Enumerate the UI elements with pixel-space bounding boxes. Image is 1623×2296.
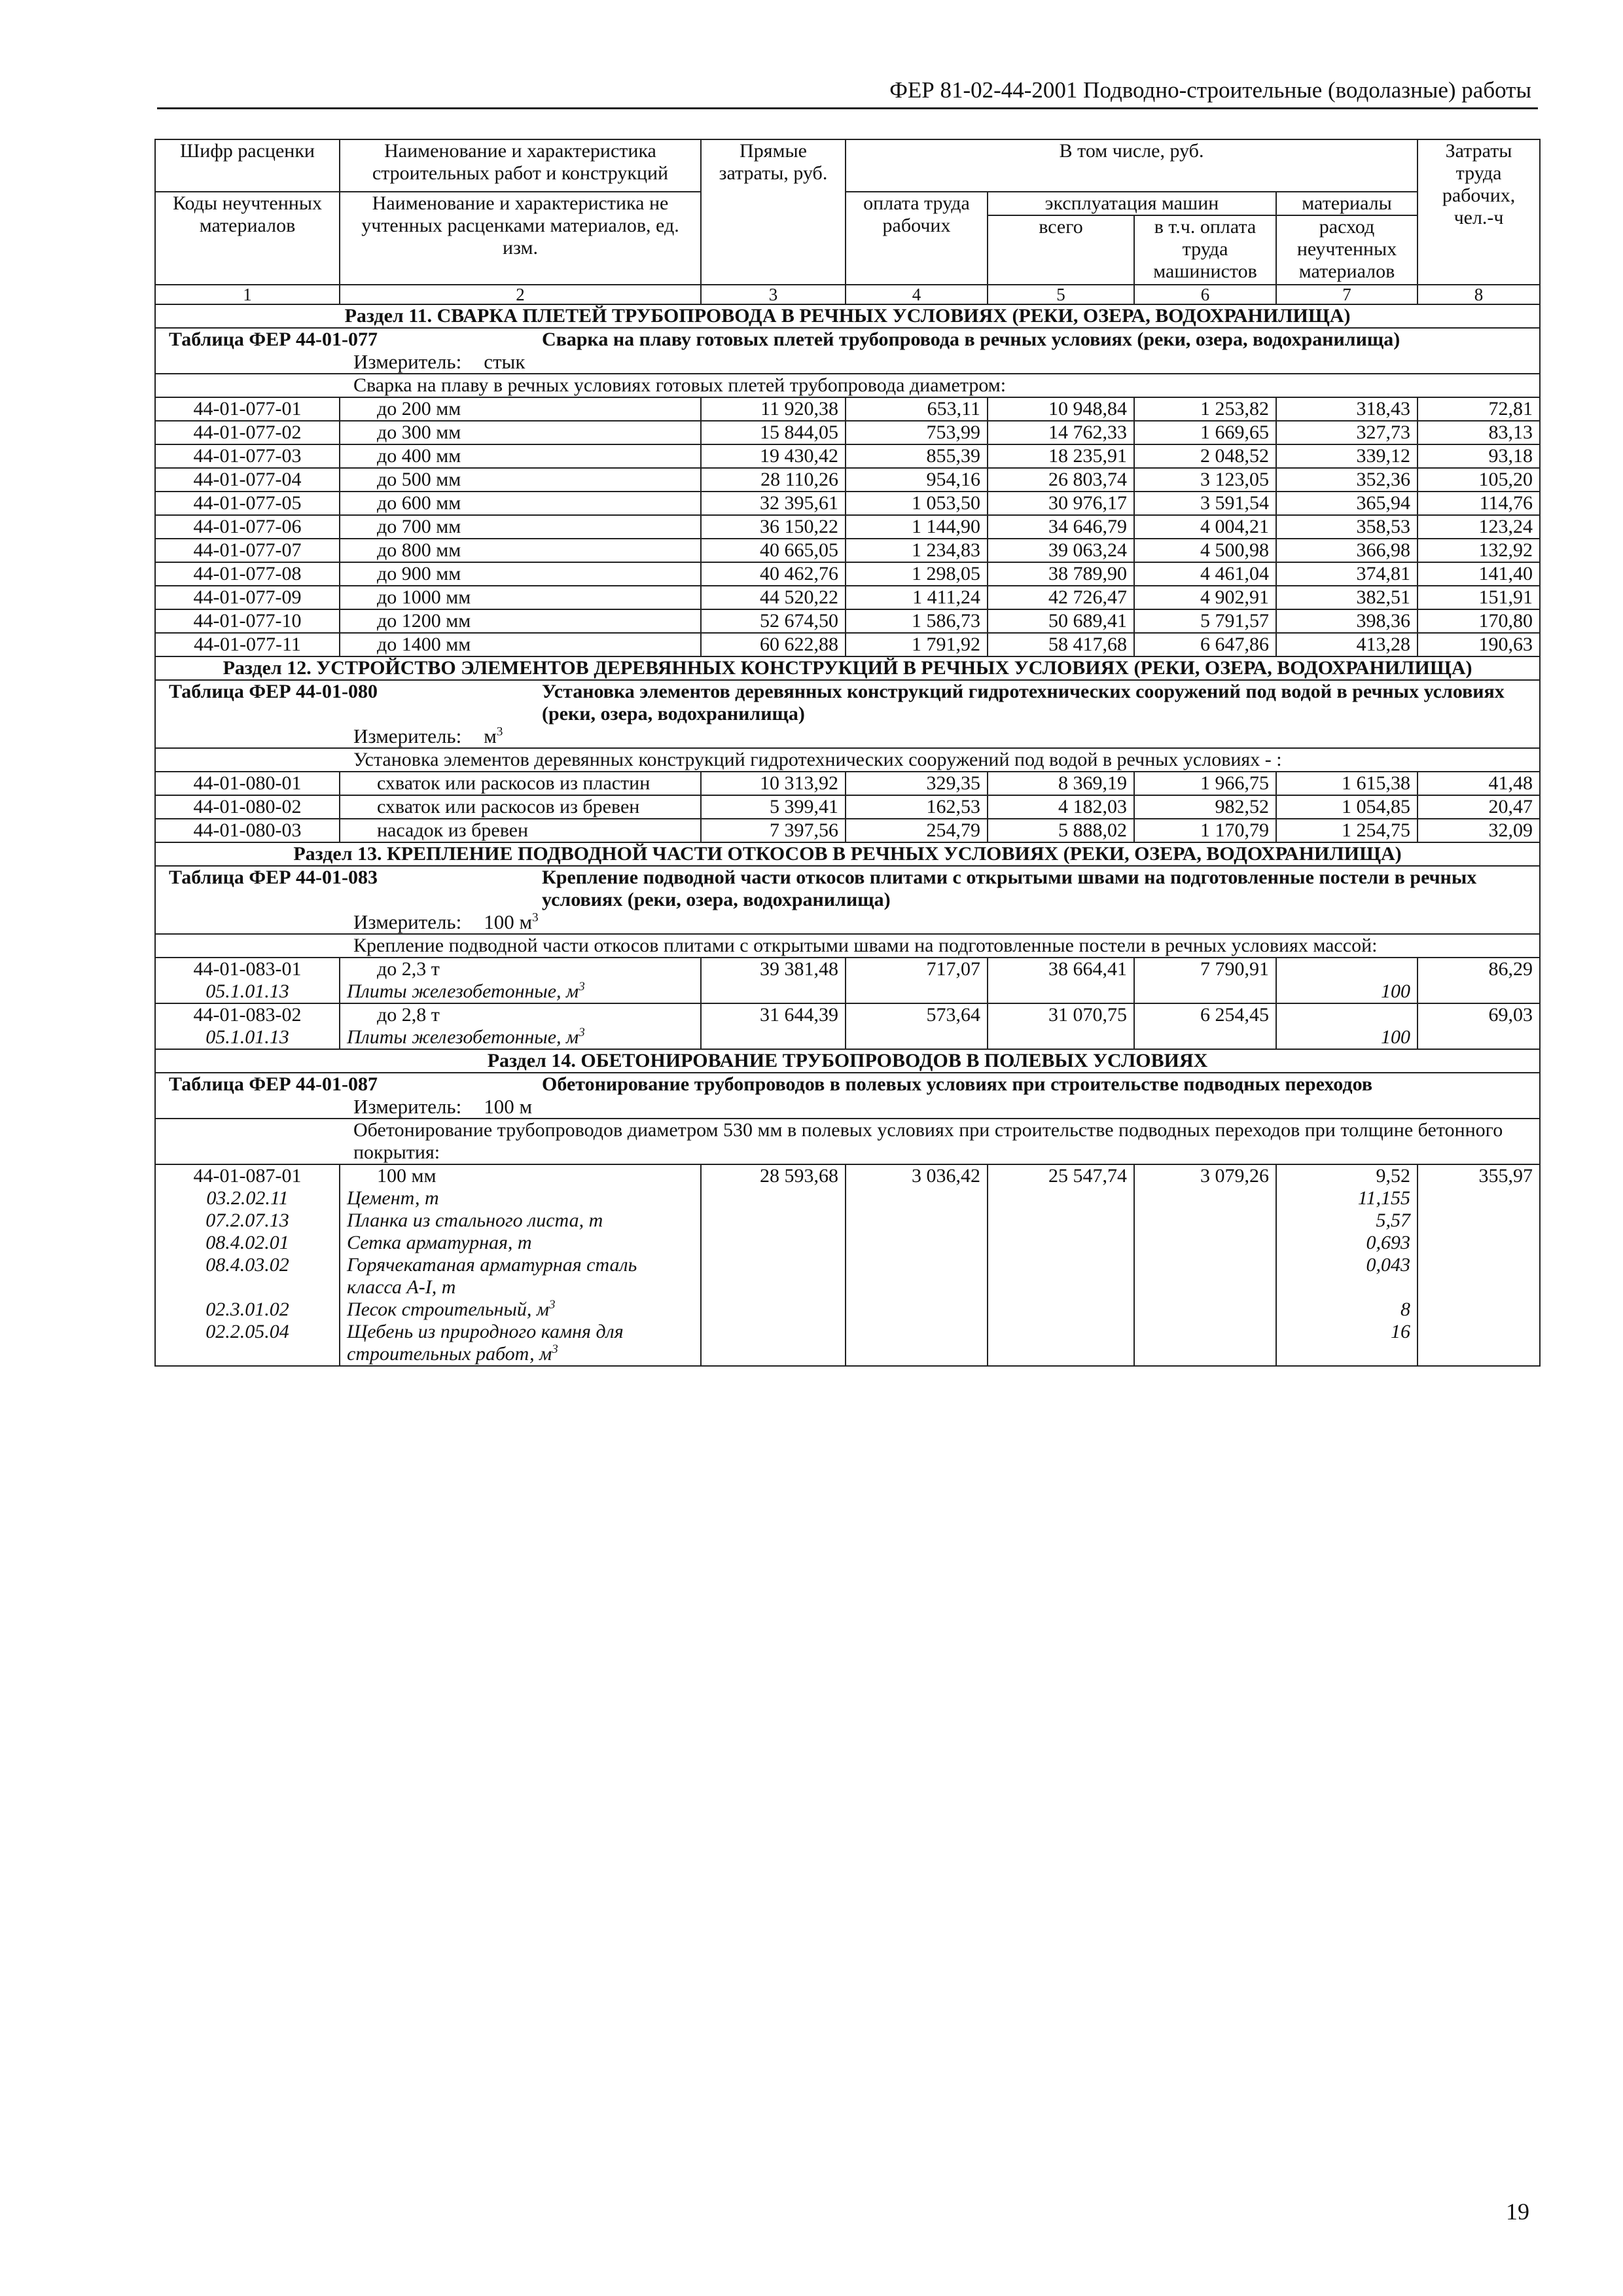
rate-code: 44-01-077-02 bbox=[155, 421, 340, 444]
material-code: 07.2.07.13 bbox=[155, 1210, 340, 1232]
labor-cost: 355,97 bbox=[1418, 1164, 1540, 1366]
rate-code: 44-01-077-01 bbox=[155, 397, 340, 421]
description-row bbox=[155, 1119, 1540, 1164]
price-table bbox=[154, 139, 1541, 1367]
table-row bbox=[155, 539, 1540, 562]
labor-pay: 717,07 bbox=[846, 958, 988, 1003]
materials-cost: 1 254,75 bbox=[1276, 819, 1418, 842]
rate-name: до 900 мм bbox=[340, 562, 701, 586]
table-title: Сварка на плаву готовых плетей трубопровода в речных условиях (реки, озера, водохранилища) bbox=[542, 329, 1400, 350]
table-row bbox=[155, 1003, 1540, 1026]
direct-cost: 28 593,68 bbox=[701, 1164, 846, 1366]
direct-cost: 31 644,39 bbox=[701, 1003, 846, 1049]
material-name: Горячекатаная арматурная сталь класса А-I, т bbox=[340, 1254, 701, 1299]
material-name: Плиты железобетонные, $м^3$ bbox=[340, 1026, 701, 1049]
table-title: Крепление подводной части откосов плитами с открытыми швами на подготовленные постели в речных условиях (реки, озера, водохранилища) bbox=[542, 867, 1477, 910]
description-row bbox=[155, 934, 1540, 958]
machines-total: 14 762,33 bbox=[988, 421, 1134, 444]
table-row bbox=[155, 586, 1540, 609]
table-heading-row bbox=[155, 1073, 1540, 1119]
table-number: Таблица ФЕР 44-01-087 bbox=[169, 1073, 378, 1095]
labor-pay: 573,64 bbox=[846, 1003, 988, 1049]
col-material-name-header: Наименование и характеристика не учтенных расценками материалов, ед. изм. bbox=[340, 192, 701, 285]
material-qty: 100 bbox=[1276, 980, 1418, 1003]
machines-labor-pay: 3 591,54 bbox=[1134, 492, 1276, 515]
measure bbox=[162, 351, 1533, 373]
description-text: Обетонирование трубопроводов диаметром 530 мм в полевых условиях при строительстве подводных переходов при толщине бетонного покрытия: bbox=[353, 1119, 1503, 1163]
material-name: Плиты железобетонные, $м^3$ bbox=[340, 980, 701, 1003]
materials-cost: 1 615,38 bbox=[1276, 772, 1418, 795]
machines-labor-pay: 4 004,21 bbox=[1134, 515, 1276, 539]
col-number: 6 bbox=[1134, 285, 1276, 304]
materials-cost: 352,36 bbox=[1276, 468, 1418, 492]
labor-pay: 254,79 bbox=[846, 819, 988, 842]
rate-name: до 300 мм bbox=[340, 421, 701, 444]
material-name: Цемент, т bbox=[340, 1187, 701, 1210]
rate-code: 44-01-087-01 bbox=[155, 1164, 340, 1187]
labor-cost: 123,24 bbox=[1418, 515, 1540, 539]
material-name: Щебень из природного камня для строительных работ, $м^3$ bbox=[340, 1321, 701, 1366]
machines-labor-pay: 6 254,45 bbox=[1134, 1003, 1276, 1049]
material-name: Песок строительный, $м^3$ bbox=[340, 1299, 701, 1321]
table-heading-row bbox=[155, 680, 1540, 748]
labor-cost: 72,81 bbox=[1418, 397, 1540, 421]
machines-total: 34 646,79 bbox=[988, 515, 1134, 539]
measure-value: 100 м bbox=[484, 1095, 533, 1118]
materials-cost bbox=[1276, 958, 1418, 980]
description bbox=[155, 934, 1540, 958]
material-code: 08.4.03.02 bbox=[155, 1254, 340, 1299]
machines-labor-pay: 1 669,65 bbox=[1134, 421, 1276, 444]
machines-labor-pay: 3 123,05 bbox=[1134, 468, 1276, 492]
measure-value: стык bbox=[484, 350, 526, 373]
rate-name: 100 мм bbox=[340, 1164, 701, 1187]
direct-cost: 44 520,22 bbox=[701, 586, 846, 609]
description-text: Крепление подводной части откосов плитами с открытыми швами на подготовленные постели в речных условиях массой: bbox=[353, 935, 1378, 956]
machines-labor-pay: 1 253,82 bbox=[1134, 397, 1276, 421]
machines-total: 4 182,03 bbox=[988, 795, 1134, 819]
machines-labor-pay: 4 461,04 bbox=[1134, 562, 1276, 586]
machines-total: 38 789,90 bbox=[988, 562, 1134, 586]
rate-code: 44-01-083-01 bbox=[155, 958, 340, 980]
measure bbox=[162, 1096, 1533, 1118]
material-code: 05.1.01.13 bbox=[155, 980, 340, 1003]
table-heading bbox=[155, 328, 1540, 374]
table-number: Таблица ФЕР 44-01-077 bbox=[169, 329, 378, 350]
materials-cost: 339,12 bbox=[1276, 444, 1418, 468]
table-row bbox=[155, 444, 1540, 468]
table-heading-row bbox=[155, 866, 1540, 934]
col-materials-use-header: расход неучтенных материалов bbox=[1276, 215, 1418, 285]
rate-code: 44-01-080-03 bbox=[155, 819, 340, 842]
materials-cost: 398,36 bbox=[1276, 609, 1418, 633]
materials-cost: 413,28 bbox=[1276, 633, 1418, 656]
rate-code: 44-01-077-05 bbox=[155, 492, 340, 515]
labor-cost: 190,63 bbox=[1418, 633, 1540, 656]
rate-name: до 700 мм bbox=[340, 515, 701, 539]
rate-name: насадок из бревен bbox=[340, 819, 701, 842]
material-qty: 0,043 bbox=[1276, 1254, 1418, 1299]
superscript: 3 bbox=[552, 1342, 558, 1356]
table-title: Установка элементов деревянных конструкций гидротехнических сооружений под водой в речных условиях (реки, озера, водохранилища) bbox=[542, 681, 1505, 725]
table-row bbox=[155, 819, 1540, 842]
materials-cost: 1 054,85 bbox=[1276, 795, 1418, 819]
material-name: Планка из стального листа, т bbox=[340, 1210, 701, 1232]
materials-cost: 366,98 bbox=[1276, 539, 1418, 562]
machines-total: 39 063,24 bbox=[988, 539, 1134, 562]
machines-labor-pay: 3 079,26 bbox=[1134, 1164, 1276, 1366]
labor-pay: 954,16 bbox=[846, 468, 988, 492]
materials-cost: 365,94 bbox=[1276, 492, 1418, 515]
col-number: 5 bbox=[988, 285, 1134, 304]
machines-total: 8 369,19 bbox=[988, 772, 1134, 795]
section-title: Раздел 13. КРЕПЛЕНИЕ ПОДВОДНОЙ ЧАСТИ ОТКОСОВ В РЕЧНЫХ УСЛОВИЯХ (РЕКИ, ОЗЕРА, ВОДОХРАНИЛИЩА) bbox=[155, 842, 1540, 866]
material-code: 03.2.02.11 bbox=[155, 1187, 340, 1210]
labor-cost: 132,92 bbox=[1418, 539, 1540, 562]
table-heading bbox=[155, 866, 1540, 934]
description-row bbox=[155, 374, 1540, 397]
table-title: Обетонирование трубопроводов в полевых условиях при строительстве подводных переходов bbox=[542, 1073, 1373, 1095]
table-row bbox=[155, 397, 1540, 421]
direct-cost: 52 674,50 bbox=[701, 609, 846, 633]
table-row bbox=[155, 421, 1540, 444]
material-qty: 11,155 bbox=[1276, 1187, 1418, 1210]
rate-code: 44-01-077-10 bbox=[155, 609, 340, 633]
table-row bbox=[155, 1164, 1540, 1187]
labor-cost: 32,09 bbox=[1418, 819, 1540, 842]
page-number: 19 bbox=[1506, 2198, 1529, 2225]
col-number: 8 bbox=[1418, 285, 1540, 304]
superscript: 3 bbox=[579, 1026, 585, 1039]
section-row bbox=[155, 656, 1540, 680]
rate-code: 44-01-080-01 bbox=[155, 772, 340, 795]
direct-cost: 19 430,42 bbox=[701, 444, 846, 468]
rate-code: 44-01-077-03 bbox=[155, 444, 340, 468]
material-qty: 100 bbox=[1276, 1026, 1418, 1049]
machines-labor-pay: 982,52 bbox=[1134, 795, 1276, 819]
machines-labor-pay: 6 647,86 bbox=[1134, 633, 1276, 656]
col-machines-header: эксплуатация машин bbox=[988, 192, 1276, 215]
col-name-header: Наименование и характеристика строительных работ и конструкций bbox=[340, 139, 701, 192]
labor-pay: 1 053,50 bbox=[846, 492, 988, 515]
col-number: 7 bbox=[1276, 285, 1418, 304]
labor-pay: 1 586,73 bbox=[846, 609, 988, 633]
col-number: 1 bbox=[155, 285, 340, 304]
table-row bbox=[155, 633, 1540, 656]
measure bbox=[162, 725, 1533, 747]
labor-cost: 20,47 bbox=[1418, 795, 1540, 819]
description bbox=[155, 1119, 1540, 1164]
machines-labor-pay: 4 902,91 bbox=[1134, 586, 1276, 609]
machines-labor-pay: 1 170,79 bbox=[1134, 819, 1276, 842]
materials-cost: 318,43 bbox=[1276, 397, 1418, 421]
materials-cost: 358,53 bbox=[1276, 515, 1418, 539]
direct-cost: 28 110,26 bbox=[701, 468, 846, 492]
col-direct-header: Прямые затраты, руб. bbox=[701, 139, 846, 285]
labor-cost: 86,29 bbox=[1418, 958, 1540, 1003]
labor-pay: 753,99 bbox=[846, 421, 988, 444]
material-code: 08.4.02.01 bbox=[155, 1232, 340, 1254]
labor-cost: 151,91 bbox=[1418, 586, 1540, 609]
rate-code: 44-01-077-09 bbox=[155, 586, 340, 609]
rate-name: до 1400 мм bbox=[340, 633, 701, 656]
col-labor-header: Затраты труда рабочих, чел.-ч bbox=[1418, 139, 1540, 285]
labor-pay: 162,53 bbox=[846, 795, 988, 819]
superscript: 3 bbox=[579, 980, 585, 994]
table-number: Таблица ФЕР 44-01-080 bbox=[169, 681, 378, 702]
rate-name: схваток или раскосов из пластин bbox=[340, 772, 701, 795]
labor-cost: 69,03 bbox=[1418, 1003, 1540, 1049]
direct-cost: 7 397,56 bbox=[701, 819, 846, 842]
labor-pay: 1 234,83 bbox=[846, 539, 988, 562]
materials-cost: 9,52 bbox=[1276, 1164, 1418, 1187]
description bbox=[155, 374, 1540, 397]
col-material-code-header: Коды неучтенных материалов bbox=[155, 192, 340, 285]
description-row bbox=[155, 748, 1540, 772]
col-number: 4 bbox=[846, 285, 988, 304]
machines-labor-pay: 5 791,57 bbox=[1134, 609, 1276, 633]
direct-cost: 36 150,22 bbox=[701, 515, 846, 539]
materials-cost bbox=[1276, 1003, 1418, 1026]
machines-total: 5 888,02 bbox=[988, 819, 1134, 842]
table-row bbox=[155, 609, 1540, 633]
machines-labor-pay: 1 966,75 bbox=[1134, 772, 1276, 795]
labor-pay: 855,39 bbox=[846, 444, 988, 468]
rate-code: 44-01-077-04 bbox=[155, 468, 340, 492]
machines-total: 18 235,91 bbox=[988, 444, 1134, 468]
table-heading bbox=[155, 680, 1540, 748]
page-header bbox=[157, 73, 1538, 109]
rate-name: до 400 мм bbox=[340, 444, 701, 468]
machines-labor-pay: 7 790,91 bbox=[1134, 958, 1276, 1003]
measure-value: $м^3$ bbox=[484, 725, 503, 747]
rate-name: до 1000 мм bbox=[340, 586, 701, 609]
labor-pay: 1 411,24 bbox=[846, 586, 988, 609]
superscript: 3 bbox=[496, 725, 503, 739]
col-labor-pay-header: оплата труда рабочих bbox=[846, 192, 988, 285]
col-including-header: В том числе, руб. bbox=[846, 139, 1418, 192]
col-number: 3 bbox=[701, 285, 846, 304]
labor-cost: 170,80 bbox=[1418, 609, 1540, 633]
table-heading bbox=[155, 1073, 1540, 1119]
rate-name: до 800 мм bbox=[340, 539, 701, 562]
machines-labor-pay: 4 500,98 bbox=[1134, 539, 1276, 562]
machines-total: 26 803,74 bbox=[988, 468, 1134, 492]
materials-cost: 327,73 bbox=[1276, 421, 1418, 444]
labor-cost: 83,13 bbox=[1418, 421, 1540, 444]
table-row bbox=[155, 515, 1540, 539]
section-row bbox=[155, 304, 1540, 328]
machines-total: 50 689,41 bbox=[988, 609, 1134, 633]
rate-name: до 1200 мм bbox=[340, 609, 701, 633]
rate-code: 44-01-077-08 bbox=[155, 562, 340, 586]
machines-total: 30 976,17 bbox=[988, 492, 1134, 515]
section-row bbox=[155, 842, 1540, 866]
materials-cost: 382,51 bbox=[1276, 586, 1418, 609]
labor-cost: 141,40 bbox=[1418, 562, 1540, 586]
material-code: 02.2.05.04 bbox=[155, 1321, 340, 1366]
description-text: Установка элементов деревянных конструкций гидротехнических сооружений под водой в речных условиях - : bbox=[353, 749, 1282, 770]
material-qty: 8 bbox=[1276, 1299, 1418, 1321]
section-row bbox=[155, 1049, 1540, 1073]
materials-cost: 374,81 bbox=[1276, 562, 1418, 586]
labor-cost: 93,18 bbox=[1418, 444, 1540, 468]
table-row bbox=[155, 795, 1540, 819]
rate-name: до 200 мм bbox=[340, 397, 701, 421]
header-title: ФЕР 81-02-44-2001 Подводно-строительные (водолазные) работы bbox=[889, 77, 1531, 103]
labor-pay: 1 791,92 bbox=[846, 633, 988, 656]
machines-total: 38 664,41 bbox=[988, 958, 1134, 1003]
machines-total: 42 726,47 bbox=[988, 586, 1134, 609]
rate-name: до 600 мм bbox=[340, 492, 701, 515]
machines-total: 58 417,68 bbox=[988, 633, 1134, 656]
labor-pay: 1 298,05 bbox=[846, 562, 988, 586]
table-row bbox=[155, 958, 1540, 980]
measure-label: Измеритель: bbox=[353, 350, 462, 373]
table-row bbox=[155, 468, 1540, 492]
labor-pay: 329,35 bbox=[846, 772, 988, 795]
direct-cost: 40 462,76 bbox=[701, 562, 846, 586]
superscript: 3 bbox=[532, 910, 539, 925]
machines-total: 31 070,75 bbox=[988, 1003, 1134, 1049]
table-heading-row bbox=[155, 328, 1540, 374]
machines-labor-pay: 2 048,52 bbox=[1134, 444, 1276, 468]
rate-name: до 2,8 т bbox=[340, 1003, 701, 1026]
col-machines-total-header: всего bbox=[988, 215, 1134, 285]
col-number: 2 bbox=[340, 285, 701, 304]
direct-cost: 40 665,05 bbox=[701, 539, 846, 562]
rate-code: 44-01-077-07 bbox=[155, 539, 340, 562]
material-code: 05.1.01.13 bbox=[155, 1026, 340, 1049]
material-code: 02.3.01.02 bbox=[155, 1299, 340, 1321]
rate-name: до 500 мм bbox=[340, 468, 701, 492]
rate-code: 44-01-080-02 bbox=[155, 795, 340, 819]
rate-name: схваток или раскосов из бревен bbox=[340, 795, 701, 819]
col-materials-header: материалы bbox=[1276, 192, 1418, 215]
rate-code: 44-01-083-02 bbox=[155, 1003, 340, 1026]
section-title: Раздел 14. ОБЕТОНИРОВАНИЕ ТРУБОПРОВОДОВ В ПОЛЕВЫХ УСЛОВИЯХ bbox=[155, 1049, 1540, 1073]
labor-cost: 105,20 bbox=[1418, 468, 1540, 492]
direct-cost: 10 313,92 bbox=[701, 772, 846, 795]
direct-cost: 11 920,38 bbox=[701, 397, 846, 421]
section-title: Раздел 11. СВАРКА ПЛЕТЕЙ ТРУБОПРОВОДА В РЕЧНЫХ УСЛОВИЯХ (РЕКИ, ОЗЕРА, ВОДОХРАНИЛИЩА) bbox=[155, 304, 1540, 328]
direct-cost: 60 622,88 bbox=[701, 633, 846, 656]
col-code-header: Шифр расценки bbox=[155, 139, 340, 192]
table-row bbox=[155, 562, 1540, 586]
machines-total: 25 547,74 bbox=[988, 1164, 1134, 1366]
direct-cost: 5 399,41 bbox=[701, 795, 846, 819]
table-row bbox=[155, 492, 1540, 515]
measure-label: Измеритель: bbox=[353, 1095, 462, 1118]
material-qty: 0,693 bbox=[1276, 1232, 1418, 1254]
labor-cost: 41,48 bbox=[1418, 772, 1540, 795]
direct-cost: 32 395,61 bbox=[701, 492, 846, 515]
labor-pay: 1 144,90 bbox=[846, 515, 988, 539]
section-title: Раздел 12. УСТРОЙСТВО ЭЛЕМЕНТОВ ДЕРЕВЯННЫХ КОНСТРУКЦИЙ В РЕЧНЫХ УСЛОВИЯХ (РЕКИ, ОЗЕРА, ВОДОХРАНИЛИЩА) bbox=[155, 656, 1540, 680]
measure-label: Измеритель: bbox=[353, 910, 462, 933]
machines-total: 10 948,84 bbox=[988, 397, 1134, 421]
direct-cost: 39 381,48 bbox=[701, 958, 846, 1003]
table-number: Таблица ФЕР 44-01-083 bbox=[169, 867, 378, 888]
description-text: Сварка на плаву в речных условиях готовых плетей трубопровода диаметром: bbox=[353, 374, 1007, 396]
labor-pay: 3 036,42 bbox=[846, 1164, 988, 1366]
rate-code: 44-01-077-06 bbox=[155, 515, 340, 539]
measure-label: Измеритель: bbox=[353, 725, 462, 747]
col-machines-labor-header: в т.ч. оплата труда машинистов bbox=[1134, 215, 1276, 285]
material-qty: 5,57 bbox=[1276, 1210, 1418, 1232]
description bbox=[155, 748, 1540, 772]
superscript: 3 bbox=[548, 1299, 556, 1312]
measure-value: 100 $м^3$ bbox=[484, 910, 539, 933]
rate-code: 44-01-077-11 bbox=[155, 633, 340, 656]
labor-cost: 114,76 bbox=[1418, 492, 1540, 515]
table-row bbox=[155, 772, 1540, 795]
direct-cost: 15 844,05 bbox=[701, 421, 846, 444]
measure bbox=[162, 911, 1533, 933]
material-qty: 16 bbox=[1276, 1321, 1418, 1366]
material-name: Сетка арматурная, т bbox=[340, 1232, 701, 1254]
rate-name: до 2,3 т bbox=[340, 958, 701, 980]
labor-pay: 653,11 bbox=[846, 397, 988, 421]
